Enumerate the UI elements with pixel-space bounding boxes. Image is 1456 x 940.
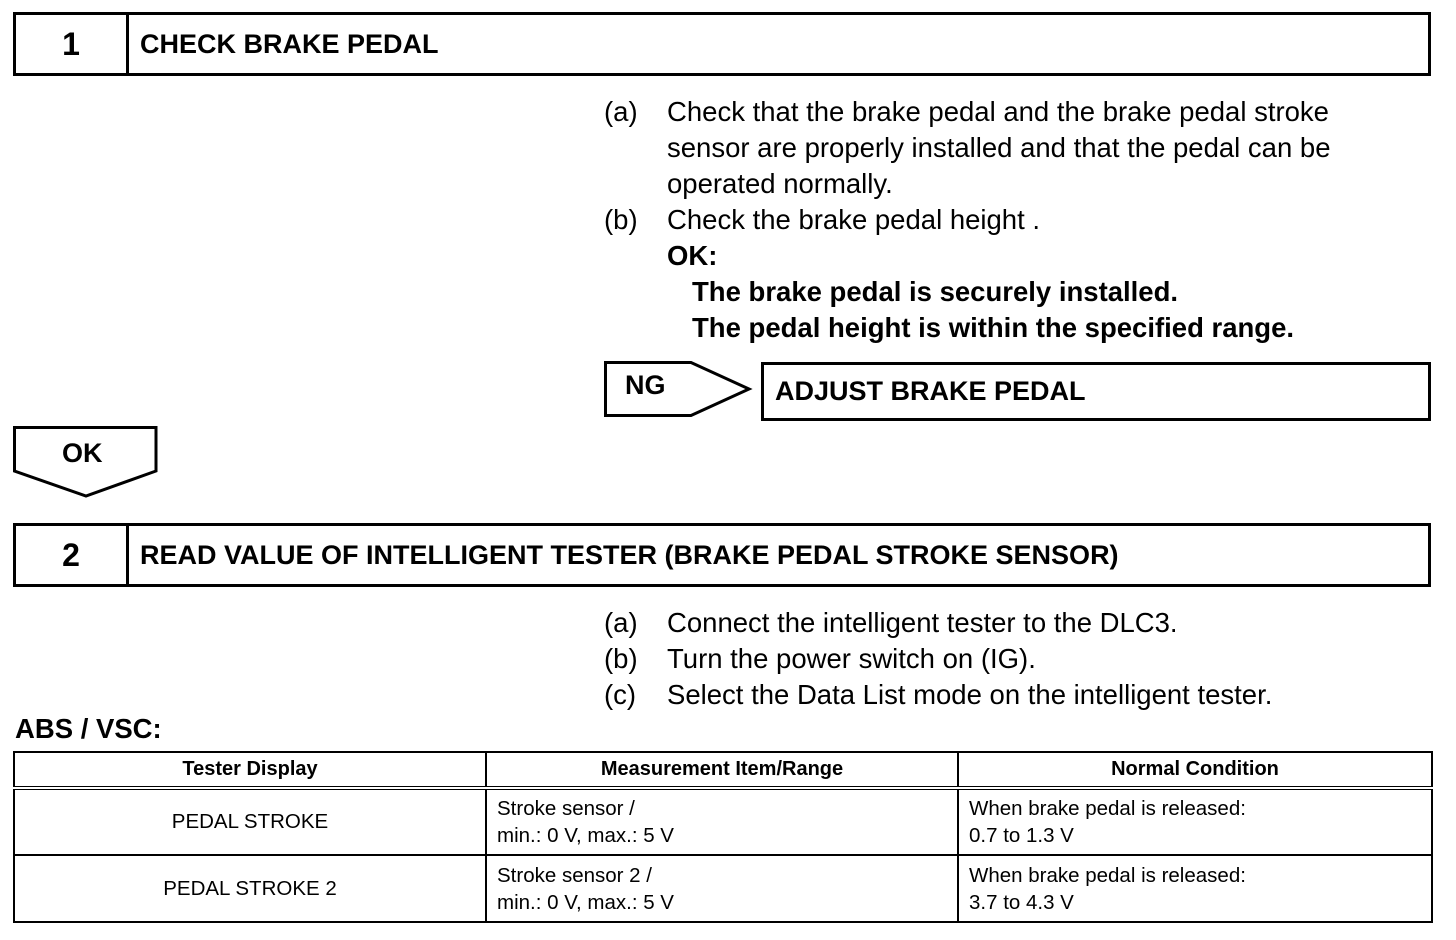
tester-display-cell: PEDAL STROKE	[14, 788, 486, 855]
instruction-label: (c)	[604, 679, 637, 710]
instruction-text: Turn the power switch on (IG).	[667, 643, 1036, 674]
step-2-number: 2	[16, 526, 129, 584]
instruction-item	[604, 94, 1434, 202]
instruction-item	[604, 677, 1434, 713]
ok-criteria-line: The pedal height is within the specified range.	[692, 312, 1295, 343]
instruction-item	[604, 605, 1434, 641]
step-1-title: CHECK BRAKE PEDAL	[140, 28, 439, 59]
column-header-measurement: Measurement Item/Range	[486, 752, 958, 788]
instruction-text: Select the Data List mode on the intelligent tester.	[667, 679, 1273, 710]
instruction-item	[604, 641, 1434, 677]
step-2-instructions	[604, 605, 1434, 713]
table-row	[14, 788, 1432, 855]
cell-line: 3.7 to 4.3 V	[969, 890, 1074, 914]
step-1-header	[13, 12, 1431, 76]
cell-line: Stroke sensor /	[497, 797, 635, 820]
tester-display-cell: PEDAL STROKE 2	[14, 855, 486, 922]
instruction-line: Check that the brake pedal and the brake pedal stroke	[667, 96, 1329, 127]
ok-heading: OK:	[667, 240, 718, 271]
section-label: ABS / VSC:	[15, 713, 162, 744]
step-1-instructions	[604, 94, 1434, 346]
ok-arrow-label: OK	[62, 438, 103, 468]
instruction-line: Check the brake pedal height .	[667, 204, 1041, 235]
ng-action-box: ADJUST BRAKE PEDAL	[761, 362, 1431, 421]
ok-criteria	[667, 238, 1434, 346]
instruction-item	[604, 202, 1434, 346]
normal-condition-cell	[958, 855, 1432, 922]
data-list-table	[13, 751, 1433, 923]
step-2-title: READ VALUE OF INTELLIGENT TESTER (BRAKE PEDAL STROKE SENSOR)	[140, 539, 1119, 570]
normal-condition-cell	[958, 788, 1432, 855]
table-row	[14, 855, 1432, 922]
instruction-label: (a)	[604, 607, 638, 638]
instruction-text	[667, 202, 1434, 346]
step-2-header	[13, 523, 1431, 587]
measurement-cell	[486, 788, 958, 855]
step-1-number: 1	[16, 15, 129, 73]
instruction-label: (a)	[604, 96, 638, 127]
instruction-text	[667, 94, 1434, 202]
measurement-cell	[486, 855, 958, 922]
cell-line: When brake pedal is released:	[969, 797, 1246, 820]
instruction-line: operated normally.	[667, 168, 893, 199]
cell-line: When brake pedal is released:	[969, 863, 1246, 887]
instruction-label: (b)	[604, 204, 638, 235]
instruction-label: (b)	[604, 643, 638, 674]
cell-line: min.: 0 V, max.: 5 V	[497, 890, 674, 914]
cell-line: 0.7 to 1.3 V	[969, 824, 1074, 847]
cell-line: min.: 0 V, max.: 5 V	[497, 824, 674, 847]
ng-label: NG	[625, 370, 666, 400]
cell-line: Stroke sensor 2 /	[497, 863, 652, 887]
column-header-tester-display: Tester Display	[14, 752, 486, 788]
column-header-normal-condition: Normal Condition	[958, 752, 1432, 788]
table-header-row	[14, 752, 1432, 788]
instruction-line: sensor are properly installed and that the pedal can be	[667, 132, 1331, 163]
ok-criteria-line: The brake pedal is securely installed.	[692, 276, 1179, 307]
instruction-text: Connect the intelligent tester to the DLC3.	[667, 607, 1178, 638]
